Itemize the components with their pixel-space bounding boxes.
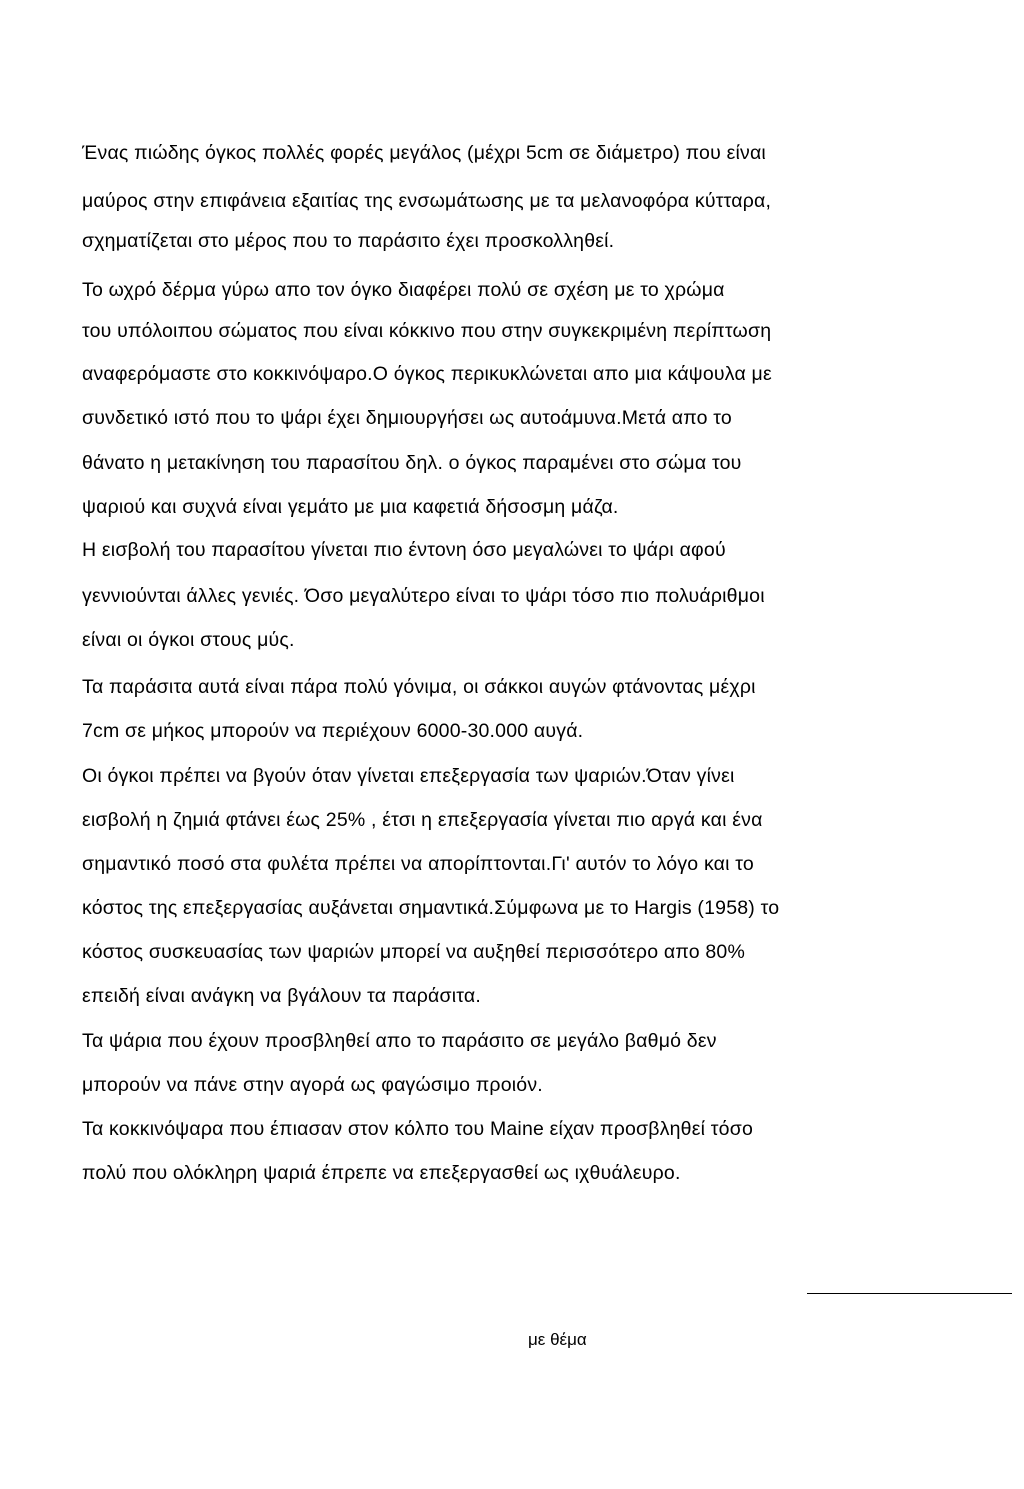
text-line: Τα κοκκινόψαρα που έπιασαν στον κόλπο του Maine είχαν προσβληθεί τόσο: [82, 1118, 754, 1140]
text-line: σημαντικό ποσό στα φυλέτα πρέπει να απορίπτονται.Γι' αυτόν το λόγο και το: [82, 853, 754, 875]
text-line: 7cm σε μήκος μπορούν να περιέχουν 6000-30.000 αυγά.: [82, 720, 584, 742]
text-line: κόστος συσκευασίας των ψαριών μπορεί να αυξηθεί περισσότερο απο 80%: [82, 941, 746, 963]
text-line: σχηματίζεται στο μέρος που το παράσιτο έχει προσκολληθεί.: [82, 230, 615, 252]
text-line: γεννιούνται άλλες γενιές. Όσο μεγαλύτερο είναι το ψάρι τόσο πιο πολυάριθμοι: [82, 585, 765, 607]
text-line: Το ωχρό δέρμα γύρω απο τον όγκο διαφέρει πολύ σε σχέση με το χρώμα: [82, 279, 725, 301]
text-line: ψαριού και συχνά είναι γεμάτο με μια καφετιά δήσοσμη μάζα.: [82, 496, 619, 518]
text-line: πολύ που ολόκληρη ψαριά έπρεπε να επεξεργασθεί ως ιχθυάλευρο.: [82, 1162, 681, 1184]
text-line: Τα παράσιτα αυτά είναι πάρα πολύ γόνιμα, οι σάκκοι αυγών φτάνοντας μέχρι: [82, 676, 756, 698]
text-line: του υπόλοιπου σώματος που είναι κόκκινο που στην συγκεκριμένη περίπτωση: [82, 320, 772, 342]
text-line: είναι οι όγκοι στους μύς.: [82, 629, 295, 651]
text-line: εισβολή η ζημιά φτάνει έως 25% , έτσι η επεξεργασία γίνεται πιο αργά και ένα: [82, 809, 763, 831]
text-line: Ένας πιώδης όγκος πολλές φορές μεγάλος (μέχρι 5cm σε διάμετρο) που είναι: [82, 142, 766, 164]
text-line: Η εισβολή του παρασίτου γίνεται πιο έντονη όσο μεγαλώνει το ψάρι αφού: [82, 539, 726, 561]
text-line: μαύρος στην επιφάνεια εξαιτίας της ενσωμάτωσης με τα μελανοφόρα κύτταρα,: [82, 190, 772, 212]
text-line: Οι όγκοι πρέπει να βγούν όταν γίνεται επεξεργασία των ψαριών.Όταν γίνει: [82, 765, 735, 787]
text-line: κόστος της επεξεργασίας αυξάνεται σημαντικά.Σύμφωνα με το Hargis (1958) το: [82, 897, 780, 919]
footnote-divider: [807, 1293, 1012, 1294]
text-line: θάνατο η μετακίνηση του παρασίτου δηλ. ο όγκος παραμένει στο σώμα του: [82, 452, 742, 474]
text-line: συνδετικό ιστό που το ψάρι έχει δημιουργήσει ως αυτοάμυνα.Μετά απο το: [82, 407, 732, 429]
footnote-text: με θέμα: [528, 1330, 587, 1349]
text-line: μπορούν να πάνε στην αγορά ως φαγώσιμο προιόν.: [82, 1074, 543, 1096]
text-line: Τα ψάρια που έχουν προσβληθεί απο το παράσιτο σε μεγάλο βαθμό δεν: [82, 1030, 717, 1052]
text-line: επειδή είναι ανάγκη να βγάλουν τα παράσιτα.: [82, 985, 481, 1007]
text-line: αναφερόμαστε στο κοκκινόψαρο.Ο όγκος περικυκλώνεται απο μια κάψουλα με: [82, 363, 772, 385]
